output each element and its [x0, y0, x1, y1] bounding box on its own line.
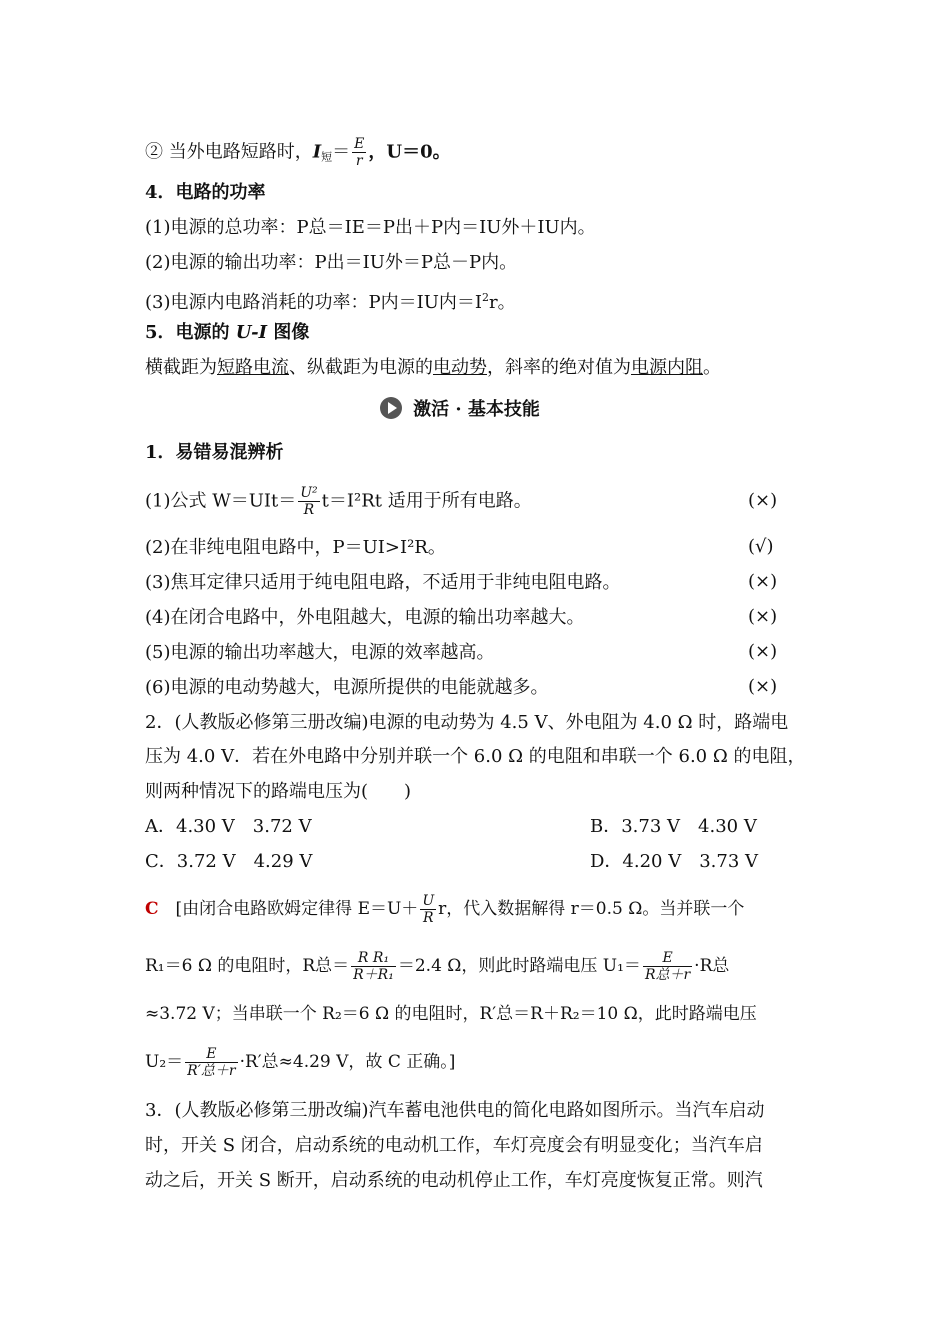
q3-line-3: 动之后，开关 S 断开，启动系统的电动机停止工作，车灯亮度恢复正常。则汽 [145, 1170, 763, 1191]
answer-letter: C [145, 899, 159, 919]
play-icon [380, 397, 402, 419]
short-circuit-line: ② 当外电路短路时，$I_短=$ $\frac{E}{r}$ ，U＝0。 [145, 136, 451, 169]
option-a[interactable]: A．4.30 V 3.72 V [145, 816, 312, 837]
q2-line-3: 则两种情况下的路端电压为( ) [145, 781, 412, 802]
ui-graph-line: 横截距为短路电流、纵截距为电源的电动势，斜率的绝对值为电源内阻。 [145, 357, 721, 378]
judge-mark-6: (×) [748, 676, 778, 697]
q2-line-1: 2．(人教版必修第三册改编)电源的电动势为 4.5 V、外电阻为 4.0 Ω 时，路端电 [145, 712, 789, 733]
judge-mark-1: (×) [748, 490, 778, 511]
q1-title: 1．易错易混辨析 [145, 442, 284, 463]
power-total-line: (1)电源的总功率：P总＝IE＝P出＋P内＝IU外＋IU内。 [145, 217, 596, 238]
q2-options-cd [145, 850, 825, 874]
judge-item-6: (6)电源的电动势越大，电源所提供的电能就越多。 [145, 677, 549, 698]
power-internal-line: (3)电源内电路消耗的功率：P内＝IU内$=I^2r$。 [145, 291, 516, 313]
section-5-title: 5．电源的 U-I 图像 [145, 322, 310, 343]
fraction: $\frac{E}{r}$ [354, 136, 365, 169]
judge-item-5: (5)电源的输出功率越大，电源的效率越高。 [145, 642, 495, 663]
option-d[interactable]: D．4.20 V 3.73 V [590, 851, 759, 872]
answer-line-2: R₁＝6 Ω 的电阻时，R总＝ $\frac{\text{R R₁}}{\text{R＋R₁}}$ ＝2.4 Ω，则此时路端电压 U₁＝ $\frac{E}{\text{R总＋r}}$ ·R总 [145, 950, 730, 983]
section-4-title: 4．电路的功率 [145, 182, 266, 203]
section-banner: 激活 · 基本技能 [380, 395, 600, 423]
judge-item-4: (4)在闭合电路中，外电阻越大，电源的输出功率越大。 [145, 607, 585, 628]
judge-mark-5: (×) [748, 641, 778, 662]
answer-line-3: ≈3.72 V；当串联一个 R₂＝6 Ω 的电阻时，R′总＝R＋R₂＝10 Ω，此时路端电压 [145, 1004, 757, 1024]
judge-item-1: (1)公式 W＝UIt＝ $\frac{\text{U²}}{R}$ t＝I²Rt 适用于所有电路。 [145, 485, 532, 518]
option-b[interactable]: B．3.73 V 4.30 V [590, 816, 757, 837]
option-c[interactable]: C．3.72 V 4.29 V [145, 851, 313, 872]
judge-item-3: (3)焦耳定律只适用于纯电阻电路，不适用于非纯电阻电路。 [145, 572, 621, 593]
judge-mark-3: (×) [748, 571, 778, 592]
q2-line-2: 压为 4.0 V．若在外电路中分别并联一个 6.0 Ω 的电阻和串联一个 6.0 Ω 的电阻， [145, 746, 806, 767]
power-output-line: (2)电源的输出功率：P出＝IU外＝P总－P内。 [145, 252, 518, 273]
judge-mark-2: (√) [748, 536, 774, 557]
judge-mark-4: (×) [748, 606, 778, 627]
judge-item-2: (2)在非纯电阻电路中，P＝UI>I²R。 [145, 537, 446, 558]
answer-line-4: U₂＝ $\frac{E}{\text{R′总＋r}}$ ·R′总≈4.29 V，故 C 正确。] [145, 1046, 456, 1079]
q3-line-1: 3．(人教版必修第三册改编)汽车蓄电池供电的简化电路如图所示。当汽车启动 [145, 1100, 765, 1121]
q3-line-2: 时，开关 S 闭合，启动系统的电动机工作，车灯亮度会有明显变化；当汽车启 [145, 1135, 763, 1156]
answer-line-1: C [由闭合电路欧姆定律得 E＝U＋ $\frac{U}{R}$ r，代入数据解得 r＝0.5 Ω。当并联一个 [145, 893, 745, 926]
q2-options-ab [145, 815, 825, 839]
